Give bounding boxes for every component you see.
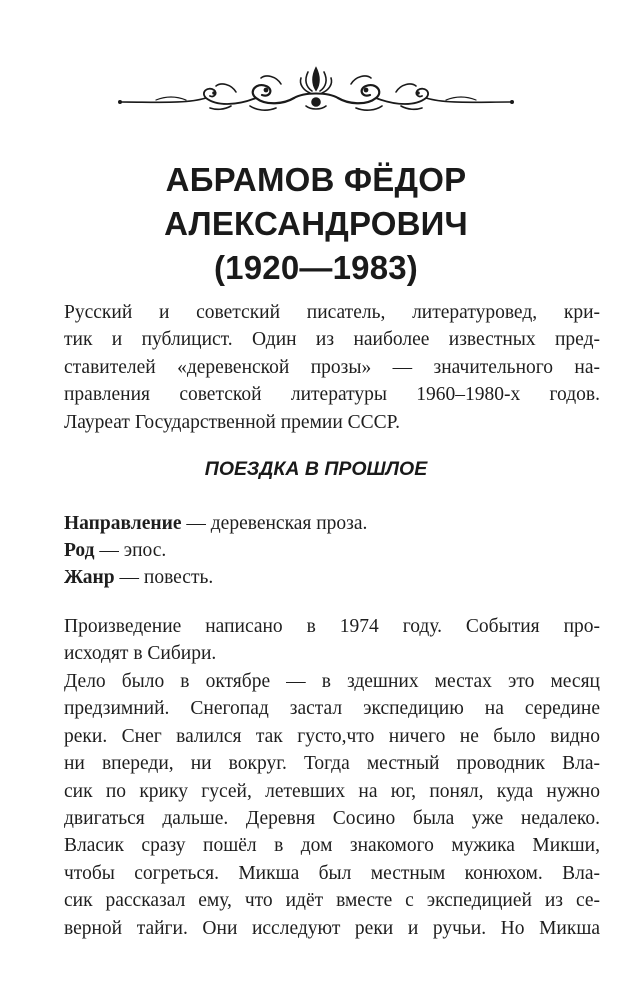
- body-line: исходят в Сибири.: [64, 643, 217, 665]
- body-line: сик рассказал ему, что идёт вместе с экспедицией из се-: [64, 890, 600, 912]
- body-line: предзимний. Снегопад застал экспедицию на середине: [64, 698, 600, 720]
- body-paragraph-2: [64, 668, 600, 942]
- direction-value: — деревенская проза.: [181, 513, 368, 534]
- bio-line: правления советской литературы 1960–1980-х годов.: [64, 384, 600, 406]
- body-line: Произведение написано в 1974 году. События про-: [64, 616, 600, 637]
- kind-label: Род: [64, 540, 95, 561]
- bio-line: тик и публицист. Один из наиболее известных пред-: [64, 329, 600, 351]
- work-direction: [64, 510, 367, 538]
- ornament-flourish-icon: [116, 62, 516, 114]
- body-line: Власик сразу пошёл в дом знакомого мужика Микши,: [64, 835, 600, 857]
- body-line: реки. Снег валился так густо,что ничего не было видно: [64, 725, 600, 747]
- body-line: Дело было в октябре — в здешних местах это месяц: [64, 671, 600, 692]
- genre-value: — повесть.: [114, 567, 214, 588]
- body-paragraph-1: [64, 613, 600, 668]
- author-name-line-2: АЛЕКСАНДРОВИЧ: [164, 205, 468, 242]
- work-kind: [64, 537, 166, 565]
- bio-line: ставителей «деревенской прозы» — значительного на-: [64, 356, 600, 378]
- work-title: ПОЕЗДКА В ПРОШЛОЕ: [204, 458, 428, 480]
- author-biography: [64, 299, 600, 436]
- bio-line: Лауреат Государственной премии СССР.: [64, 411, 400, 433]
- body-line: двигаться дальше. Деревня Сосино была уже недалеко.: [64, 808, 600, 830]
- body-line: ни впереди, ни вокруг. Тогда местный проводник Вла-: [64, 753, 600, 775]
- author-name-line-1: АБРАМОВ ФЁДОР: [165, 161, 467, 198]
- work-genre: [64, 564, 213, 592]
- author-years: (1920—1983): [213, 249, 418, 286]
- kind-value: — эпос.: [94, 540, 167, 561]
- direction-label: Направление: [64, 513, 182, 534]
- genre-label: Жанр: [64, 567, 115, 588]
- bio-line: Русский и советский писатель, литературовед, кри-: [64, 302, 600, 323]
- body-line: сик по крику гусей, летевших на юг, понял, куда нужно: [64, 780, 600, 802]
- body-line: верной тайги. Они исследуют реки и ручьи. Но Микша: [64, 917, 600, 939]
- body-line: чтобы согреться. Микша был местным конюхом. Вла-: [64, 862, 600, 884]
